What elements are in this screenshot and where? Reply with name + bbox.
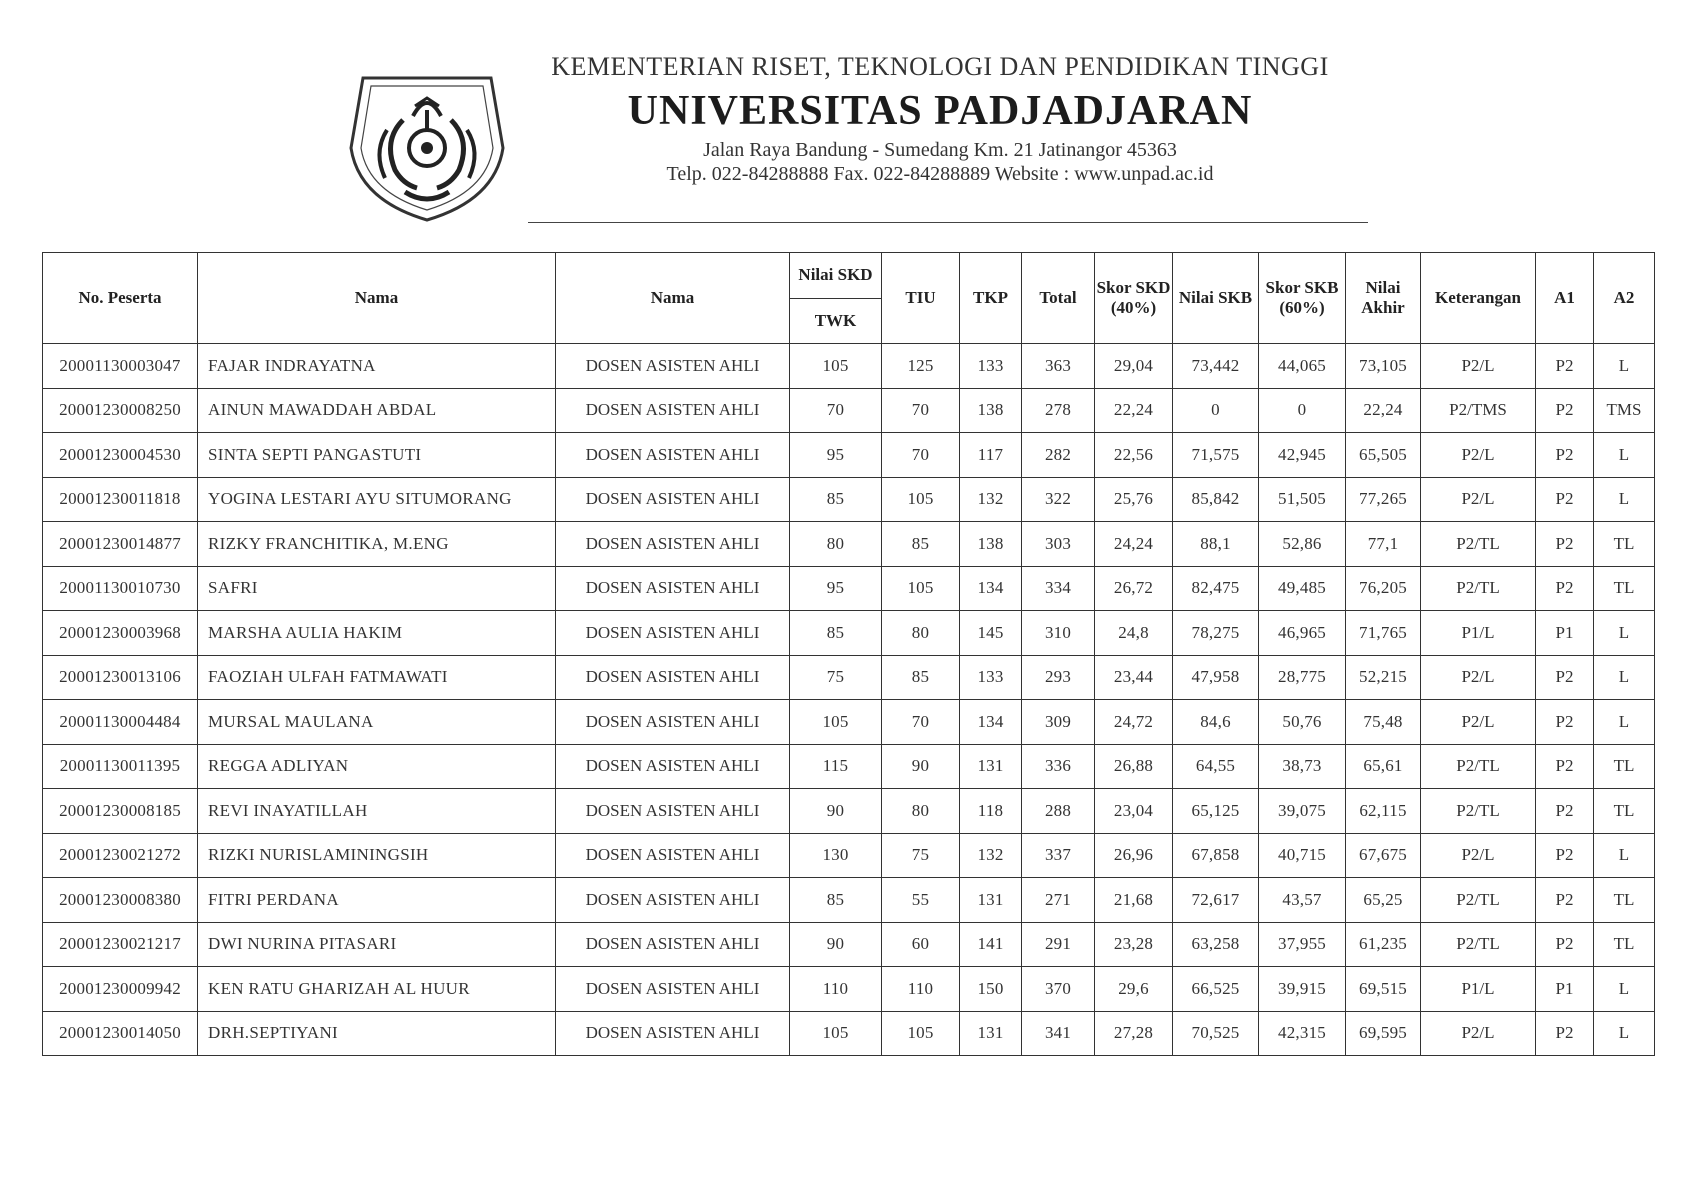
cell-tkp: 133 <box>960 344 1022 389</box>
cell-total: 291 <box>1022 922 1095 967</box>
cell-tiu: 80 <box>882 789 960 834</box>
cell-a2: TL <box>1594 922 1655 967</box>
cell-a1: P1 <box>1536 967 1594 1012</box>
cell-tkp: 133 <box>960 655 1022 700</box>
cell-nilai-akhir: 65,505 <box>1346 433 1421 478</box>
cell-no-peserta: 20001130004484 <box>43 700 198 745</box>
cell-twk: 105 <box>790 700 882 745</box>
cell-nilai-skb: 78,275 <box>1173 611 1259 656</box>
cell-tkp: 150 <box>960 967 1022 1012</box>
cell-tiu: 55 <box>882 878 960 923</box>
cell-skor-skd: 23,44 <box>1095 655 1173 700</box>
cell-a2: TL <box>1594 878 1655 923</box>
university-contact: Telp. 022-84288888 Fax. 022-84288889 Website : www.unpad.ac.id <box>666 163 1214 185</box>
cell-keterangan: P1/L <box>1421 611 1536 656</box>
header-skor-skb: Skor SKB (60%) <box>1259 253 1346 344</box>
cell-nama: MURSAL MAULANA <box>198 700 556 745</box>
cell-nama: FITRI PERDANA <box>198 878 556 923</box>
cell-tkp: 132 <box>960 477 1022 522</box>
cell-jabatan: DOSEN ASISTEN AHLI <box>556 344 790 389</box>
cell-a1: P1 <box>1536 611 1594 656</box>
letterhead <box>0 0 1684 240</box>
cell-nilai-akhir: 77,265 <box>1346 477 1421 522</box>
cell-total: 282 <box>1022 433 1095 478</box>
cell-jabatan: DOSEN ASISTEN AHLI <box>556 655 790 700</box>
cell-skor-skb: 44,065 <box>1259 344 1346 389</box>
cell-nilai-akhir: 69,515 <box>1346 967 1421 1012</box>
cell-tkp: 132 <box>960 833 1022 878</box>
cell-no-peserta: 20001230013106 <box>43 655 198 700</box>
cell-no-peserta: 20001230008380 <box>43 878 198 923</box>
cell-nilai-skb: 70,525 <box>1173 1011 1259 1056</box>
cell-nama: FAOZIAH ULFAH FATMAWATI <box>198 655 556 700</box>
table-row <box>43 833 1655 878</box>
cell-skor-skd: 25,76 <box>1095 477 1173 522</box>
cell-skor-skd: 29,6 <box>1095 967 1173 1012</box>
cell-nilai-skb: 64,55 <box>1173 744 1259 789</box>
cell-tkp: 138 <box>960 522 1022 567</box>
cell-jabatan: DOSEN ASISTEN AHLI <box>556 388 790 433</box>
cell-nilai-akhir: 67,675 <box>1346 833 1421 878</box>
cell-twk: 85 <box>790 477 882 522</box>
cell-skor-skb: 50,76 <box>1259 700 1346 745</box>
cell-nilai-skb: 67,858 <box>1173 833 1259 878</box>
cell-tiu: 105 <box>882 566 960 611</box>
cell-jabatan: DOSEN ASISTEN AHLI <box>556 566 790 611</box>
cell-tkp: 145 <box>960 611 1022 656</box>
cell-nilai-skb: 72,617 <box>1173 878 1259 923</box>
cell-nilai-akhir: 75,48 <box>1346 700 1421 745</box>
cell-skor-skb: 42,945 <box>1259 433 1346 478</box>
cell-keterangan: P2/L <box>1421 477 1536 522</box>
cell-skor-skb: 51,505 <box>1259 477 1346 522</box>
cell-total: 288 <box>1022 789 1095 834</box>
table-row <box>43 1011 1655 1056</box>
cell-a1: P2 <box>1536 922 1594 967</box>
cell-tiu: 70 <box>882 700 960 745</box>
cell-twk: 90 <box>790 789 882 834</box>
ministry-name: KEMENTERIAN RISET, TEKNOLOGI DAN PENDIDIKAN TINGGI <box>551 52 1329 81</box>
cell-keterangan: P2/TL <box>1421 878 1536 923</box>
cell-jabatan: DOSEN ASISTEN AHLI <box>556 922 790 967</box>
header-a1: A1 <box>1536 253 1594 344</box>
cell-a2: L <box>1594 1011 1655 1056</box>
cell-jabatan: DOSEN ASISTEN AHLI <box>556 611 790 656</box>
cell-skor-skd: 27,28 <box>1095 1011 1173 1056</box>
table-row <box>43 522 1655 567</box>
cell-skor-skb: 49,485 <box>1259 566 1346 611</box>
cell-keterangan: P2/TL <box>1421 922 1536 967</box>
cell-tkp: 141 <box>960 922 1022 967</box>
cell-skor-skb: 40,715 <box>1259 833 1346 878</box>
cell-tiu: 75 <box>882 833 960 878</box>
cell-skor-skb: 42,315 <box>1259 1011 1346 1056</box>
cell-a1: P2 <box>1536 344 1594 389</box>
cell-keterangan: P2/L <box>1421 344 1536 389</box>
cell-total: 293 <box>1022 655 1095 700</box>
cell-keterangan: P2/L <box>1421 833 1536 878</box>
cell-total: 334 <box>1022 566 1095 611</box>
cell-jabatan: DOSEN ASISTEN AHLI <box>556 789 790 834</box>
cell-tkp: 131 <box>960 878 1022 923</box>
table-row <box>43 967 1655 1012</box>
cell-a1: P2 <box>1536 833 1594 878</box>
cell-jabatan: DOSEN ASISTEN AHLI <box>556 700 790 745</box>
cell-keterangan: P2/TL <box>1421 566 1536 611</box>
university-address: Jalan Raya Bandung - Sumedang Km. 21 Jatinangor 45363 <box>703 139 1177 161</box>
cell-a2: TL <box>1594 789 1655 834</box>
cell-skor-skd: 22,24 <box>1095 388 1173 433</box>
cell-a2: L <box>1594 611 1655 656</box>
table-row <box>43 344 1655 389</box>
results-table-container <box>42 252 1654 1056</box>
cell-jabatan: DOSEN ASISTEN AHLI <box>556 878 790 923</box>
cell-a1: P2 <box>1536 789 1594 834</box>
cell-tiu: 70 <box>882 433 960 478</box>
cell-a1: P2 <box>1536 1011 1594 1056</box>
cell-total: 363 <box>1022 344 1095 389</box>
cell-a2: L <box>1594 700 1655 745</box>
cell-twk: 110 <box>790 967 882 1012</box>
cell-jabatan: DOSEN ASISTEN AHLI <box>556 967 790 1012</box>
cell-tiu: 125 <box>882 344 960 389</box>
cell-a2: TMS <box>1594 388 1655 433</box>
cell-skor-skb: 52,86 <box>1259 522 1346 567</box>
cell-tkp: 117 <box>960 433 1022 478</box>
cell-skor-skb: 39,915 <box>1259 967 1346 1012</box>
cell-twk: 80 <box>790 522 882 567</box>
cell-tkp: 138 <box>960 388 1022 433</box>
cell-twk: 95 <box>790 433 882 478</box>
cell-twk: 70 <box>790 388 882 433</box>
cell-tkp: 131 <box>960 744 1022 789</box>
cell-nama: AINUN MAWADDAH ABDAL <box>198 388 556 433</box>
cell-nama: REVI INAYATILLAH <box>198 789 556 834</box>
cell-twk: 85 <box>790 611 882 656</box>
cell-tiu: 85 <box>882 655 960 700</box>
cell-twk: 130 <box>790 833 882 878</box>
cell-nilai-akhir: 71,765 <box>1346 611 1421 656</box>
cell-nilai-akhir: 73,105 <box>1346 344 1421 389</box>
cell-a2: L <box>1594 655 1655 700</box>
cell-nilai-skb: 66,525 <box>1173 967 1259 1012</box>
cell-no-peserta: 20001230021217 <box>43 922 198 967</box>
cell-keterangan: P2/L <box>1421 1011 1536 1056</box>
cell-nama: DWI NURINA PITASARI <box>198 922 556 967</box>
cell-nilai-akhir: 61,235 <box>1346 922 1421 967</box>
cell-no-peserta: 20001130011395 <box>43 744 198 789</box>
cell-a1: P2 <box>1536 744 1594 789</box>
cell-tkp: 134 <box>960 566 1022 611</box>
header-nilai-skb: Nilai SKB <box>1173 253 1259 344</box>
table-row <box>43 655 1655 700</box>
cell-skor-skd: 26,88 <box>1095 744 1173 789</box>
cell-no-peserta: 20001230021272 <box>43 833 198 878</box>
cell-total: 271 <box>1022 878 1095 923</box>
cell-keterangan: P2/TL <box>1421 522 1536 567</box>
cell-nama: MARSHA AULIA HAKIM <box>198 611 556 656</box>
header-tkp: TKP <box>960 253 1022 344</box>
cell-skor-skd: 26,96 <box>1095 833 1173 878</box>
cell-keterangan: P2/L <box>1421 433 1536 478</box>
cell-nilai-akhir: 22,24 <box>1346 388 1421 433</box>
cell-twk: 105 <box>790 344 882 389</box>
cell-nilai-skb: 88,1 <box>1173 522 1259 567</box>
cell-a1: P2 <box>1536 878 1594 923</box>
cell-skor-skb: 43,57 <box>1259 878 1346 923</box>
cell-a2: TL <box>1594 522 1655 567</box>
cell-a1: P2 <box>1536 700 1594 745</box>
cell-total: 341 <box>1022 1011 1095 1056</box>
cell-skor-skd: 29,04 <box>1095 344 1173 389</box>
cell-tkp: 131 <box>960 1011 1022 1056</box>
cell-tkp: 134 <box>960 700 1022 745</box>
results-table-body <box>43 344 1655 1056</box>
cell-keterangan: P1/L <box>1421 967 1536 1012</box>
cell-total: 336 <box>1022 744 1095 789</box>
cell-nama: RIZKY FRANCHITIKA, M.ENG <box>198 522 556 567</box>
cell-skor-skb: 46,965 <box>1259 611 1346 656</box>
header-keterangan: Keterangan <box>1421 253 1536 344</box>
cell-nilai-akhir: 76,205 <box>1346 566 1421 611</box>
cell-no-peserta: 20001230008250 <box>43 388 198 433</box>
university-name: UNIVERSITAS PADJADJARAN <box>627 88 1253 134</box>
cell-keterangan: P2/L <box>1421 700 1536 745</box>
cell-a2: L <box>1594 344 1655 389</box>
cell-skor-skd: 24,72 <box>1095 700 1173 745</box>
cell-skor-skd: 22,56 <box>1095 433 1173 478</box>
cell-total: 303 <box>1022 522 1095 567</box>
cell-nilai-akhir: 52,215 <box>1346 655 1421 700</box>
cell-skor-skd: 23,28 <box>1095 922 1173 967</box>
cell-total: 309 <box>1022 700 1095 745</box>
cell-no-peserta: 20001230009942 <box>43 967 198 1012</box>
cell-skor-skb: 37,955 <box>1259 922 1346 967</box>
cell-skor-skb: 39,075 <box>1259 789 1346 834</box>
header-nilai-akhir: Nilai Akhir <box>1346 253 1421 344</box>
cell-total: 370 <box>1022 967 1095 1012</box>
cell-nilai-skb: 85,842 <box>1173 477 1259 522</box>
cell-nilai-skb: 73,442 <box>1173 344 1259 389</box>
cell-no-peserta: 20001230003968 <box>43 611 198 656</box>
cell-a2: L <box>1594 967 1655 1012</box>
table-row <box>43 566 1655 611</box>
cell-nilai-skb: 84,6 <box>1173 700 1259 745</box>
header-no-peserta: No. Peserta <box>43 253 198 344</box>
header-total: Total <box>1022 253 1095 344</box>
cell-total: 322 <box>1022 477 1095 522</box>
cell-nama: SINTA SEPTI PANGASTUTI <box>198 433 556 478</box>
cell-a1: P2 <box>1536 477 1594 522</box>
cell-no-peserta: 20001230008185 <box>43 789 198 834</box>
cell-skor-skb: 38,73 <box>1259 744 1346 789</box>
header-twk: TWK <box>790 298 882 344</box>
header-a2: A2 <box>1594 253 1655 344</box>
cell-keterangan: P2/TL <box>1421 744 1536 789</box>
cell-a1: P2 <box>1536 655 1594 700</box>
cell-a2: L <box>1594 833 1655 878</box>
cell-nilai-akhir: 65,25 <box>1346 878 1421 923</box>
header-tiu: TIU <box>882 253 960 344</box>
cell-tiu: 90 <box>882 744 960 789</box>
header-skor-skd: Skor SKD (40%) <box>1095 253 1173 344</box>
cell-no-peserta: 20001230011818 <box>43 477 198 522</box>
cell-a2: TL <box>1594 744 1655 789</box>
cell-no-peserta: 20001230014050 <box>43 1011 198 1056</box>
cell-total: 278 <box>1022 388 1095 433</box>
cell-keterangan: P2/TMS <box>1421 388 1536 433</box>
cell-twk: 115 <box>790 744 882 789</box>
cell-a1: P2 <box>1536 522 1594 567</box>
cell-a1: P2 <box>1536 388 1594 433</box>
cell-tiu: 105 <box>882 477 960 522</box>
cell-tiu: 110 <box>882 967 960 1012</box>
cell-skor-skd: 21,68 <box>1095 878 1173 923</box>
cell-a1: P2 <box>1536 566 1594 611</box>
cell-nilai-skb: 0 <box>1173 388 1259 433</box>
table-row <box>43 611 1655 656</box>
cell-skor-skd: 24,8 <box>1095 611 1173 656</box>
table-row <box>43 700 1655 745</box>
cell-nama: DRH.SEPTIYANI <box>198 1011 556 1056</box>
results-table <box>42 252 1655 1056</box>
cell-a2: L <box>1594 433 1655 478</box>
cell-nilai-skb: 63,258 <box>1173 922 1259 967</box>
cell-nilai-skb: 65,125 <box>1173 789 1259 834</box>
cell-tiu: 105 <box>882 1011 960 1056</box>
cell-jabatan: DOSEN ASISTEN AHLI <box>556 433 790 478</box>
cell-total: 337 <box>1022 833 1095 878</box>
table-row <box>43 789 1655 834</box>
cell-a1: P2 <box>1536 433 1594 478</box>
cell-nilai-akhir: 69,595 <box>1346 1011 1421 1056</box>
cell-twk: 105 <box>790 1011 882 1056</box>
table-row <box>43 744 1655 789</box>
cell-nama: FAJAR INDRAYATNA <box>198 344 556 389</box>
header-nilai-skd: Nilai SKD <box>790 253 882 299</box>
cell-skor-skd: 26,72 <box>1095 566 1173 611</box>
cell-tiu: 80 <box>882 611 960 656</box>
cell-total: 310 <box>1022 611 1095 656</box>
cell-nama: SAFRI <box>198 566 556 611</box>
cell-keterangan: P2/TL <box>1421 789 1536 834</box>
cell-nama: RIZKI NURISLAMININGSIH <box>198 833 556 878</box>
cell-skor-skd: 24,24 <box>1095 522 1173 567</box>
cell-jabatan: DOSEN ASISTEN AHLI <box>556 1011 790 1056</box>
cell-skor-skd: 23,04 <box>1095 789 1173 834</box>
cell-no-peserta: 20001230014877 <box>43 522 198 567</box>
cell-no-peserta: 20001230004530 <box>43 433 198 478</box>
header-nama-jabatan: Nama <box>556 253 790 344</box>
table-row <box>43 433 1655 478</box>
cell-skor-skb: 0 <box>1259 388 1346 433</box>
cell-tiu: 70 <box>882 388 960 433</box>
cell-no-peserta: 20001130003047 <box>43 344 198 389</box>
cell-nilai-skb: 71,575 <box>1173 433 1259 478</box>
cell-twk: 95 <box>790 566 882 611</box>
cell-tkp: 118 <box>960 789 1022 834</box>
table-row <box>43 477 1655 522</box>
cell-jabatan: DOSEN ASISTEN AHLI <box>556 477 790 522</box>
cell-skor-skb: 28,775 <box>1259 655 1346 700</box>
cell-jabatan: DOSEN ASISTEN AHLI <box>556 833 790 878</box>
cell-nilai-akhir: 65,61 <box>1346 744 1421 789</box>
cell-twk: 85 <box>790 878 882 923</box>
cell-twk: 75 <box>790 655 882 700</box>
cell-no-peserta: 20001130010730 <box>43 566 198 611</box>
cell-nilai-skb: 47,958 <box>1173 655 1259 700</box>
cell-nilai-akhir: 77,1 <box>1346 522 1421 567</box>
cell-keterangan: P2/L <box>1421 655 1536 700</box>
cell-jabatan: DOSEN ASISTEN AHLI <box>556 522 790 567</box>
cell-tiu: 60 <box>882 922 960 967</box>
table-row <box>43 878 1655 923</box>
cell-twk: 90 <box>790 922 882 967</box>
cell-nama: REGGA ADLIYAN <box>198 744 556 789</box>
cell-a2: L <box>1594 477 1655 522</box>
cell-a2: TL <box>1594 566 1655 611</box>
header-nama: Nama <box>198 253 556 344</box>
letterhead-divider <box>528 222 1368 223</box>
cell-nilai-akhir: 62,115 <box>1346 789 1421 834</box>
cell-tiu: 85 <box>882 522 960 567</box>
table-row <box>43 922 1655 967</box>
unpad-seal-icon <box>343 60 511 228</box>
cell-nama: KEN RATU GHARIZAH AL HUUR <box>198 967 556 1012</box>
cell-jabatan: DOSEN ASISTEN AHLI <box>556 744 790 789</box>
cell-nilai-skb: 82,475 <box>1173 566 1259 611</box>
table-row <box>43 388 1655 433</box>
cell-nama: YOGINA LESTARI AYU SITUMORANG <box>198 477 556 522</box>
